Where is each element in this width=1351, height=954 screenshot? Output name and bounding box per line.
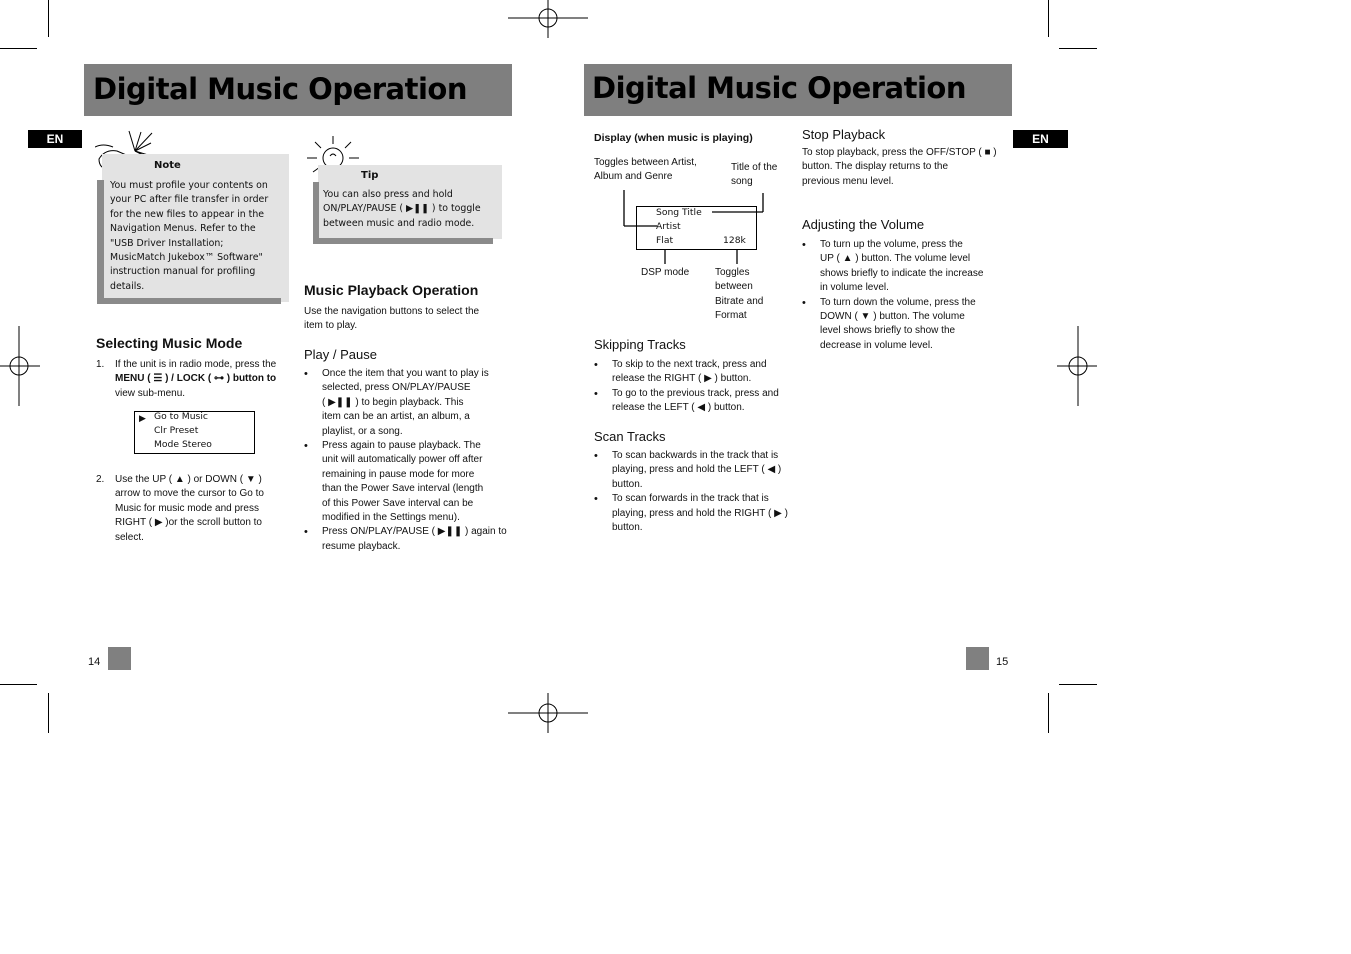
label-toggles-artist: Toggles between Artist, Album and Genre	[594, 157, 697, 183]
page-title-bar-right	[584, 64, 1012, 116]
language-tab: EN	[28, 130, 82, 148]
step-number: 2.	[96, 474, 105, 485]
bullet-list	[802, 238, 1002, 353]
screen-song-title: Song Title	[656, 207, 702, 218]
section-heading: Selecting Music Mode	[96, 335, 243, 351]
bullet-list	[594, 358, 794, 416]
step-number: 1.	[96, 359, 105, 370]
tip-box-rule	[313, 182, 319, 244]
language-tab: EN	[1013, 130, 1068, 148]
label-dsp-mode: DSP mode	[641, 267, 690, 278]
music-display-screen	[636, 206, 757, 250]
screen-bitrate: 128k	[723, 235, 746, 246]
list-item: • To skip to the next track, press and release the RIGHT ( ▶ ) button.	[594, 358, 794, 387]
page-marker	[108, 647, 131, 670]
crop-mark	[1059, 48, 1097, 49]
section-heading: Skipping Tracks	[594, 337, 686, 352]
bullet-list	[594, 449, 794, 535]
cursor-arrow-icon: ▶	[139, 414, 146, 424]
step-text: If the unit is in radio mode, press the MENU ( ☰ ) / LOCK ( ⊶ ) button to view sub-menu.	[115, 359, 277, 399]
note-box-rule	[97, 180, 104, 303]
registration-mark-bottom	[508, 693, 588, 733]
crop-mark	[48, 0, 49, 37]
tip-label: Tip	[361, 170, 379, 181]
section-heading: Stop Playback	[802, 127, 886, 142]
menu-item: Clr Preset	[154, 425, 199, 436]
list-item: • To scan backwards in the track that is playing, press and hold the LEFT ( ◀ ) button.	[594, 449, 794, 492]
crop-mark	[48, 693, 49, 733]
menu-item: Go to Music	[154, 411, 208, 422]
screen-artist: Artist	[656, 221, 681, 232]
page-title-bar-left	[84, 64, 512, 116]
registration-mark-right	[1057, 326, 1097, 406]
menu-item: Mode Stereo	[154, 439, 212, 450]
stop-text: To stop playback, press the OFF/STOP ( ■ ) button. The display returns to the previous menu level.	[802, 147, 997, 187]
screen-dsp-mode: Flat	[656, 235, 674, 246]
list-item: • To scan forwards in the track that is playing, press and hold the RIGHT ( ▶ ) button.	[594, 492, 794, 535]
registration-mark-top	[508, 0, 588, 40]
note-text: You must profile your contents on your PC after file transfer in order for the new files to appear in the Navigation Menus. Refer to the "USB Driver Installation; MusicMatch Jukebox™ Software" instruction manual for profiling details.	[110, 180, 269, 292]
list-item: • To go to the previous track, press and release the LEFT ( ◀ ) button.	[594, 387, 794, 416]
bullet-list	[304, 367, 509, 554]
display-heading: Display (when music is playing)	[594, 132, 753, 144]
crop-mark	[1059, 684, 1097, 685]
page-title: Digital Music Operation	[592, 71, 966, 105]
crop-mark	[0, 684, 37, 685]
list-item: • To turn up the volume, press the UP ( ▲ ) button. The volume level shows briefly to indicate the increase in volume level.	[802, 238, 1002, 296]
section-heading: Scan Tracks	[594, 429, 666, 444]
list-item: • Press ON/PLAY/PAUSE ( ▶❚❚ ) again to resume playback.	[304, 525, 509, 554]
label-song-title: Title of the song	[731, 162, 778, 188]
note-box-rule	[97, 298, 281, 304]
step-text: Use the UP ( ▲ ) or DOWN ( ▼ ) arrow to move the cursor to Go to Music for music mode and press RIGHT ( ▶ )or the scroll button to select.	[115, 474, 264, 543]
tip-box-rule	[313, 238, 493, 244]
page-marker	[966, 647, 989, 670]
page-title: Digital Music Operation	[93, 72, 467, 106]
page-number: 15	[996, 656, 1009, 668]
section-heading: Adjusting the Volume	[802, 217, 925, 232]
sub-heading: Play / Pause	[304, 347, 377, 362]
intro-text: Use the navigation buttons to select the item to play.	[304, 306, 480, 332]
note-label: Note	[154, 160, 181, 171]
registration-mark-left	[0, 326, 40, 406]
list-item: • To turn down the volume, press the DOWN ( ▼ ) button. The volume level shows briefly to show the decrease in volume level.	[802, 296, 1002, 354]
label-bitrate: Toggles between Bitrate and Format	[715, 267, 764, 322]
list-item: • Once the item that you want to play is selected, press ON/PLAY/PAUSE ( ▶❚❚ ) to begin playback. This item can be an artist, an album, a playlist, or a song.	[304, 367, 509, 439]
page-number: 14	[88, 656, 101, 668]
crop-mark	[1048, 0, 1049, 37]
list-item: • Press again to pause playback. The unit will automatically power off after remaining in pause mode for more than the Power Save interval (length of this Power Save interval can be modified in the Settings menu).	[304, 439, 509, 525]
crop-mark	[0, 48, 37, 49]
tip-text: You can also press and hold ON/PLAY/PAUSE ( ▶❚❚ ) to toggle between music and radio mode.	[323, 189, 481, 229]
section-heading: Music Playback Operation	[304, 282, 479, 298]
sub-menu-screen	[134, 411, 255, 454]
crop-mark	[1048, 693, 1049, 733]
